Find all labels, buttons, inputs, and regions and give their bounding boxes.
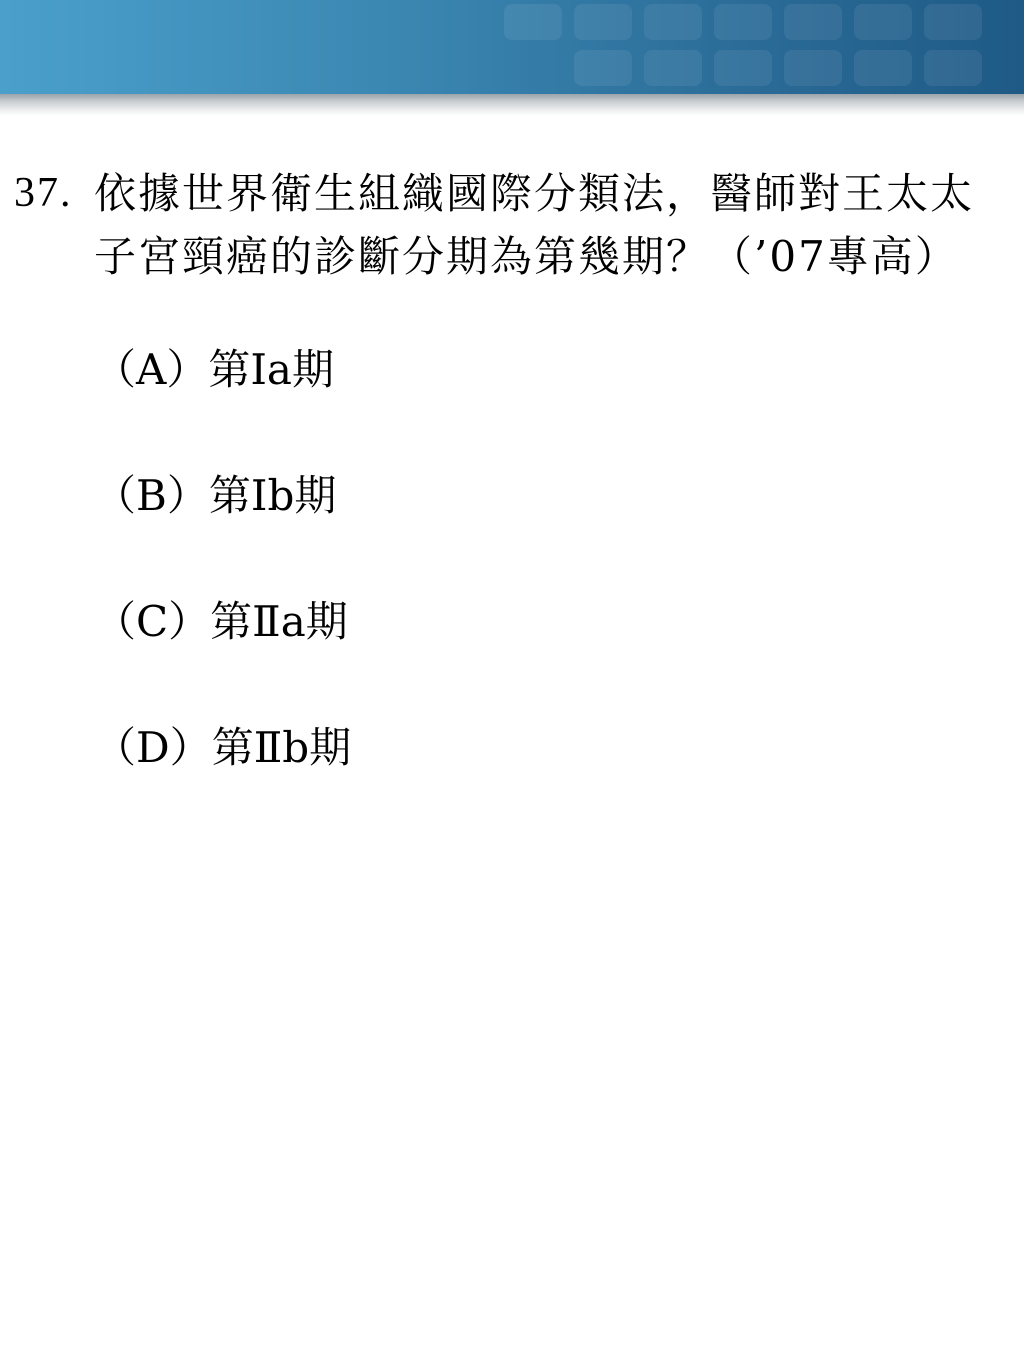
banner-pattern <box>464 0 1024 94</box>
question <box>14 162 1004 288</box>
option-label: （A） <box>94 345 209 394</box>
header-banner <box>0 0 1024 94</box>
option-label: （D） <box>94 723 212 772</box>
option-text: 第Ⅱb期 <box>211 723 352 772</box>
banner-shadow <box>0 94 1024 116</box>
option-c[interactable] <box>94 592 1004 652</box>
option-b[interactable] <box>94 466 1004 526</box>
option-d[interactable] <box>94 718 1004 778</box>
option-label: （C） <box>94 597 211 646</box>
question-block <box>14 162 1004 844</box>
option-a[interactable] <box>94 340 1004 400</box>
option-label: （B） <box>94 471 209 520</box>
option-text: 第Ⅰb期 <box>208 471 337 520</box>
options-list <box>14 340 1004 778</box>
question-number: 37. <box>14 170 73 216</box>
option-text: 第Ⅰa期 <box>208 345 334 394</box>
option-text: 第Ⅱa期 <box>210 597 348 646</box>
question-text: 依據世界衛生組織國際分類法，醫師對王太太子宮頸癌的診斷分期為第幾期？（’07專高） <box>94 169 975 281</box>
